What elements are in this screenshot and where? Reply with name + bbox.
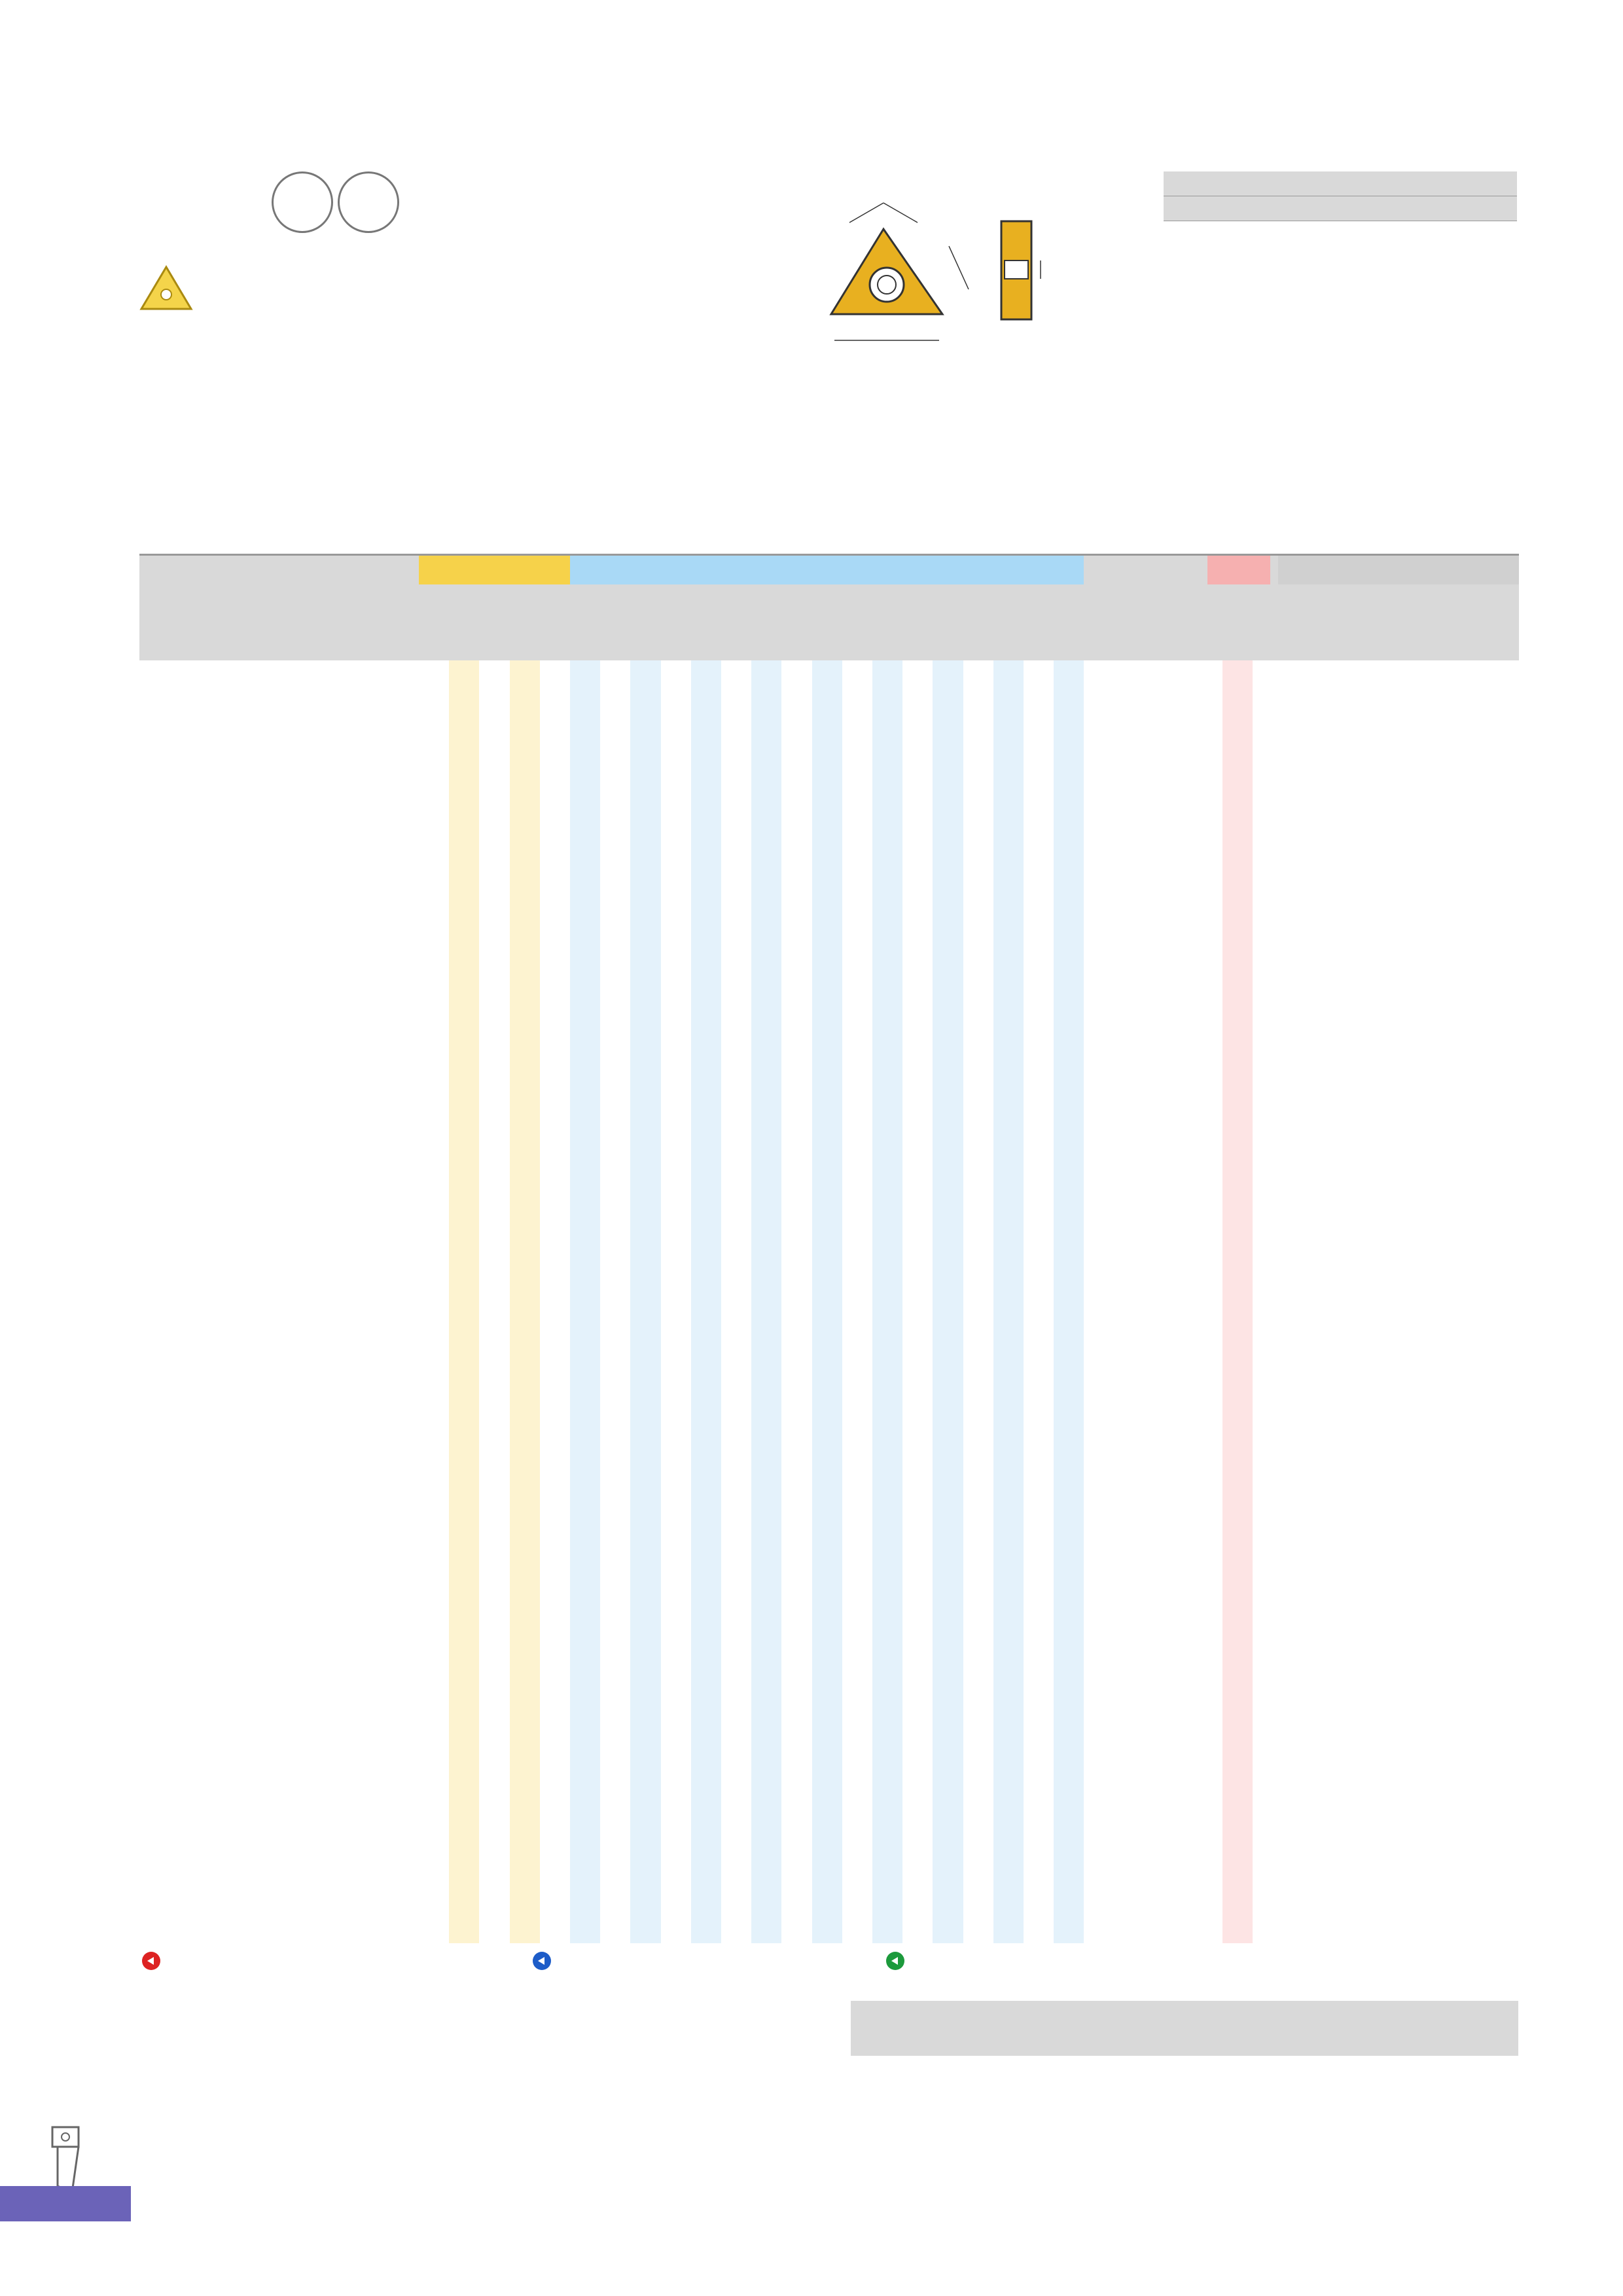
holders-header (1185, 2028, 1351, 2056)
dims-header (1340, 196, 1429, 221)
code-circle-2 (338, 171, 399, 233)
dims-header (1429, 196, 1517, 221)
group-carbide (1207, 556, 1270, 584)
group-modes (1278, 556, 1519, 584)
dims-title (1164, 171, 1517, 196)
grades-table (139, 554, 1519, 1943)
grade-stripe (812, 660, 842, 1943)
dims-header (1252, 196, 1340, 221)
grade-stripe (751, 660, 781, 1943)
grade-stripe (449, 660, 479, 1943)
arrow-icon (531, 1950, 552, 1971)
holders-table (851, 2001, 1518, 2056)
holders-header (1018, 2028, 1185, 2056)
arrow-icon (885, 1950, 906, 1971)
carbide-stripe (1222, 660, 1253, 1943)
group-coated (510, 556, 570, 584)
dimensions-table (1164, 171, 1517, 221)
arrow-icon (141, 1950, 162, 1971)
section-tab (0, 2186, 131, 2221)
holders-header (851, 2028, 1018, 2056)
grade-stripe (872, 660, 902, 1943)
grade-stripe (630, 660, 660, 1943)
holders-title (851, 2001, 1518, 2028)
holders-header (1351, 2028, 1518, 2056)
grade-stripe (510, 660, 540, 1943)
group-cermets (419, 556, 510, 584)
grade-stripe (933, 660, 963, 1943)
grade-stripe (691, 660, 721, 1943)
dims-header (1164, 196, 1252, 221)
workpiece-materials (141, 390, 1518, 534)
insert-drawing (779, 177, 1067, 353)
group-carbide_coated (570, 556, 1084, 584)
code-circle-1 (272, 171, 333, 233)
triangle-icon (139, 264, 194, 312)
grade-stripe (570, 660, 600, 1943)
grade-stripe (1054, 660, 1084, 1943)
grade-stripe (993, 660, 1024, 1943)
